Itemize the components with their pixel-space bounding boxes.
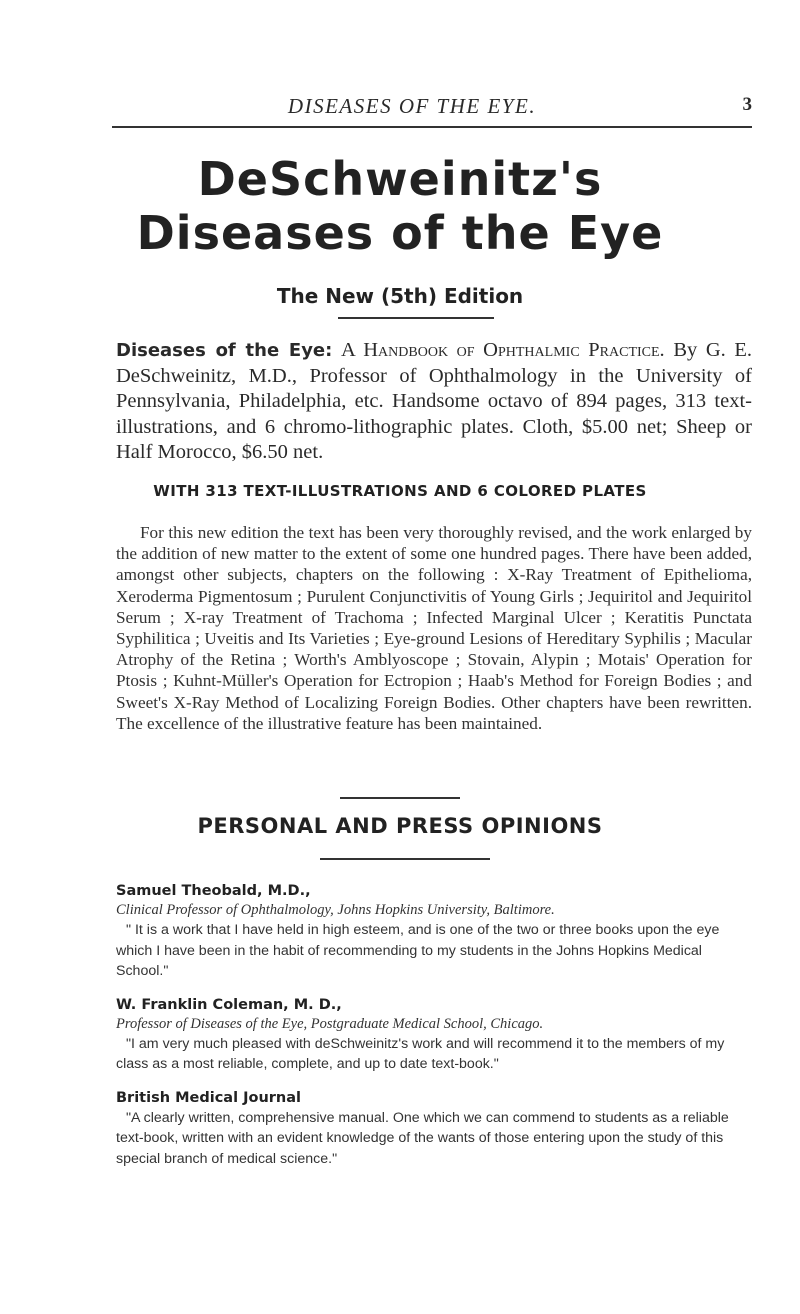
opinions-top-rule	[340, 797, 460, 799]
header-rule	[112, 126, 752, 128]
book-description	[116, 338, 752, 466]
opinion-name: W. Franklin Coleman, M. D.,	[116, 996, 342, 1013]
description-text: By G. E. DeSchweinitz, M.D., Professor of Ophthalmology in the University of Pennsylvania, Philadelphia, etc. Handsome octavo of 894 pages, 313 text-illustrations, and 6 chromo-lithographic plates. Cloth, $5.00 net; Sheep or Half Morocco, $6.50 net.	[116, 339, 753, 463]
page-number: 3	[742, 94, 752, 115]
opinion-name: Samuel Theobald, M.D.,	[116, 883, 311, 899]
description-lead: Diseases of the Eye:	[116, 340, 333, 361]
description-handbook: A Handbook of Ophthalmic Practice.	[340, 339, 665, 361]
edition-notes-paragraph: For this new edition the text has been very thoroughly revised, and the work enlarged by the addition of new matter to the extent of some one hundred pages. There have been added, amongst other subjects, chapters on the following : X-Ray Treatment of Epithelioma, Xeroderma Pigmentosum ; Purulent Conjunctivitis of Young Girls ; Jequiritol and Jequiritol Serum ; X-ray Treatment of Trachoma ; Infected Marginal Ulcer ; Keratitis Punctata Syphilitica ; Uveitis and Its Varieties ; Eye-ground Lesions of Hereditary Syphilis ; Macular Atrophy of the Retina ; Worth's Amblyoscope ; Stovain, Alypin ; Motais' Operation for Ptosis ; Kuhnt-Müller's Operation for Ectropion ; Haab's Method for Foreign Bodies ; and Sweet's X-Ray Method of Localizing Foreign Bodies. Other chapters have been rewritten. The excellence of the illustrative feature has been maintained.	[116, 523, 752, 733]
edition-label: The New (5th) Edition	[276, 284, 524, 308]
illustrations-line: WITH 313 TEXT-ILLUSTRATIONS AND 6 COLORED PLATES	[153, 482, 647, 500]
book-title-main: Diseases of the Eye	[136, 206, 664, 260]
edition-rule	[338, 317, 494, 319]
running-title: DISEASES OF THE EYE.	[287, 94, 537, 118]
opinion-item	[116, 1089, 752, 1170]
opinion-item	[116, 996, 752, 1075]
opinion-name: British Medical Journal	[116, 1089, 301, 1106]
running-head	[112, 94, 752, 134]
opinion-quote: " It is a work that I have held in high esteem, and is one of the two or three books upon the eye which I have been in the habit of recommending to my students in the Johns Hopkins Medical School."	[116, 922, 720, 979]
opinion-role: Professor of Diseases of the Eye, Postgraduate Medical School, Chicago.	[116, 1015, 544, 1032]
opinions-bottom-rule	[320, 858, 490, 860]
book-title-author: DeSchweinitz's	[197, 152, 603, 206]
opinion-role: Clinical Professor of Ophthalmology, Johns Hopkins University, Baltimore.	[116, 902, 555, 918]
opinions-list	[116, 882, 752, 1183]
opinion-item	[116, 882, 752, 982]
opinion-quote: "I am very much pleased with deSchweinitz's work and will recommend it to the members of my class as a most reliable, complete, and up to date text-book."	[116, 1035, 725, 1072]
opinions-heading: PERSONAL AND PRESS OPINIONS	[197, 814, 603, 838]
opinion-quote: "A clearly written, comprehensive manual. One which we can commend to students as a reliable text-book, written with an evident knowledge of the wants of those entering upon the study of this special branch of medical science."	[116, 1109, 729, 1167]
